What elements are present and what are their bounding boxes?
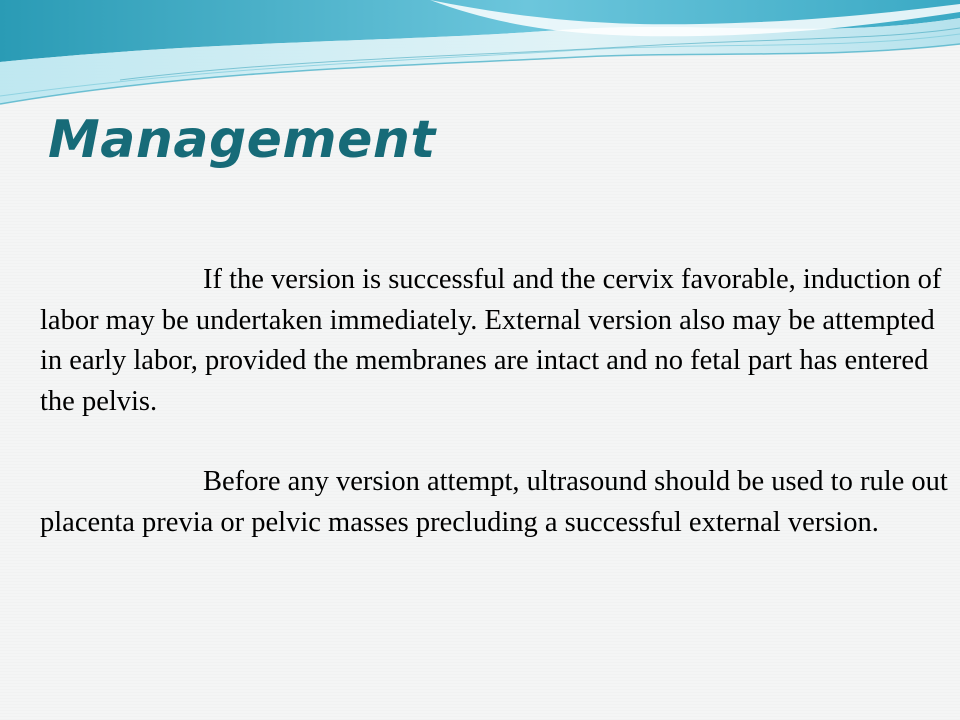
header-wave-decoration (0, 0, 960, 120)
slide-body (40, 260, 952, 543)
slide-title: Management (48, 110, 436, 170)
paragraph-version-success: If the version is successful and the cervix favorable, induction of labor may be undertaken immediately. External version also may be attempted in early labor, provided the membranes are intact and no fetal part has entered the pelvis. (40, 264, 942, 417)
paragraph-ultrasound: Before any version attempt, ultrasound should be used to rule out placenta previa or pelvic masses precluding a successful external version. (40, 466, 948, 538)
